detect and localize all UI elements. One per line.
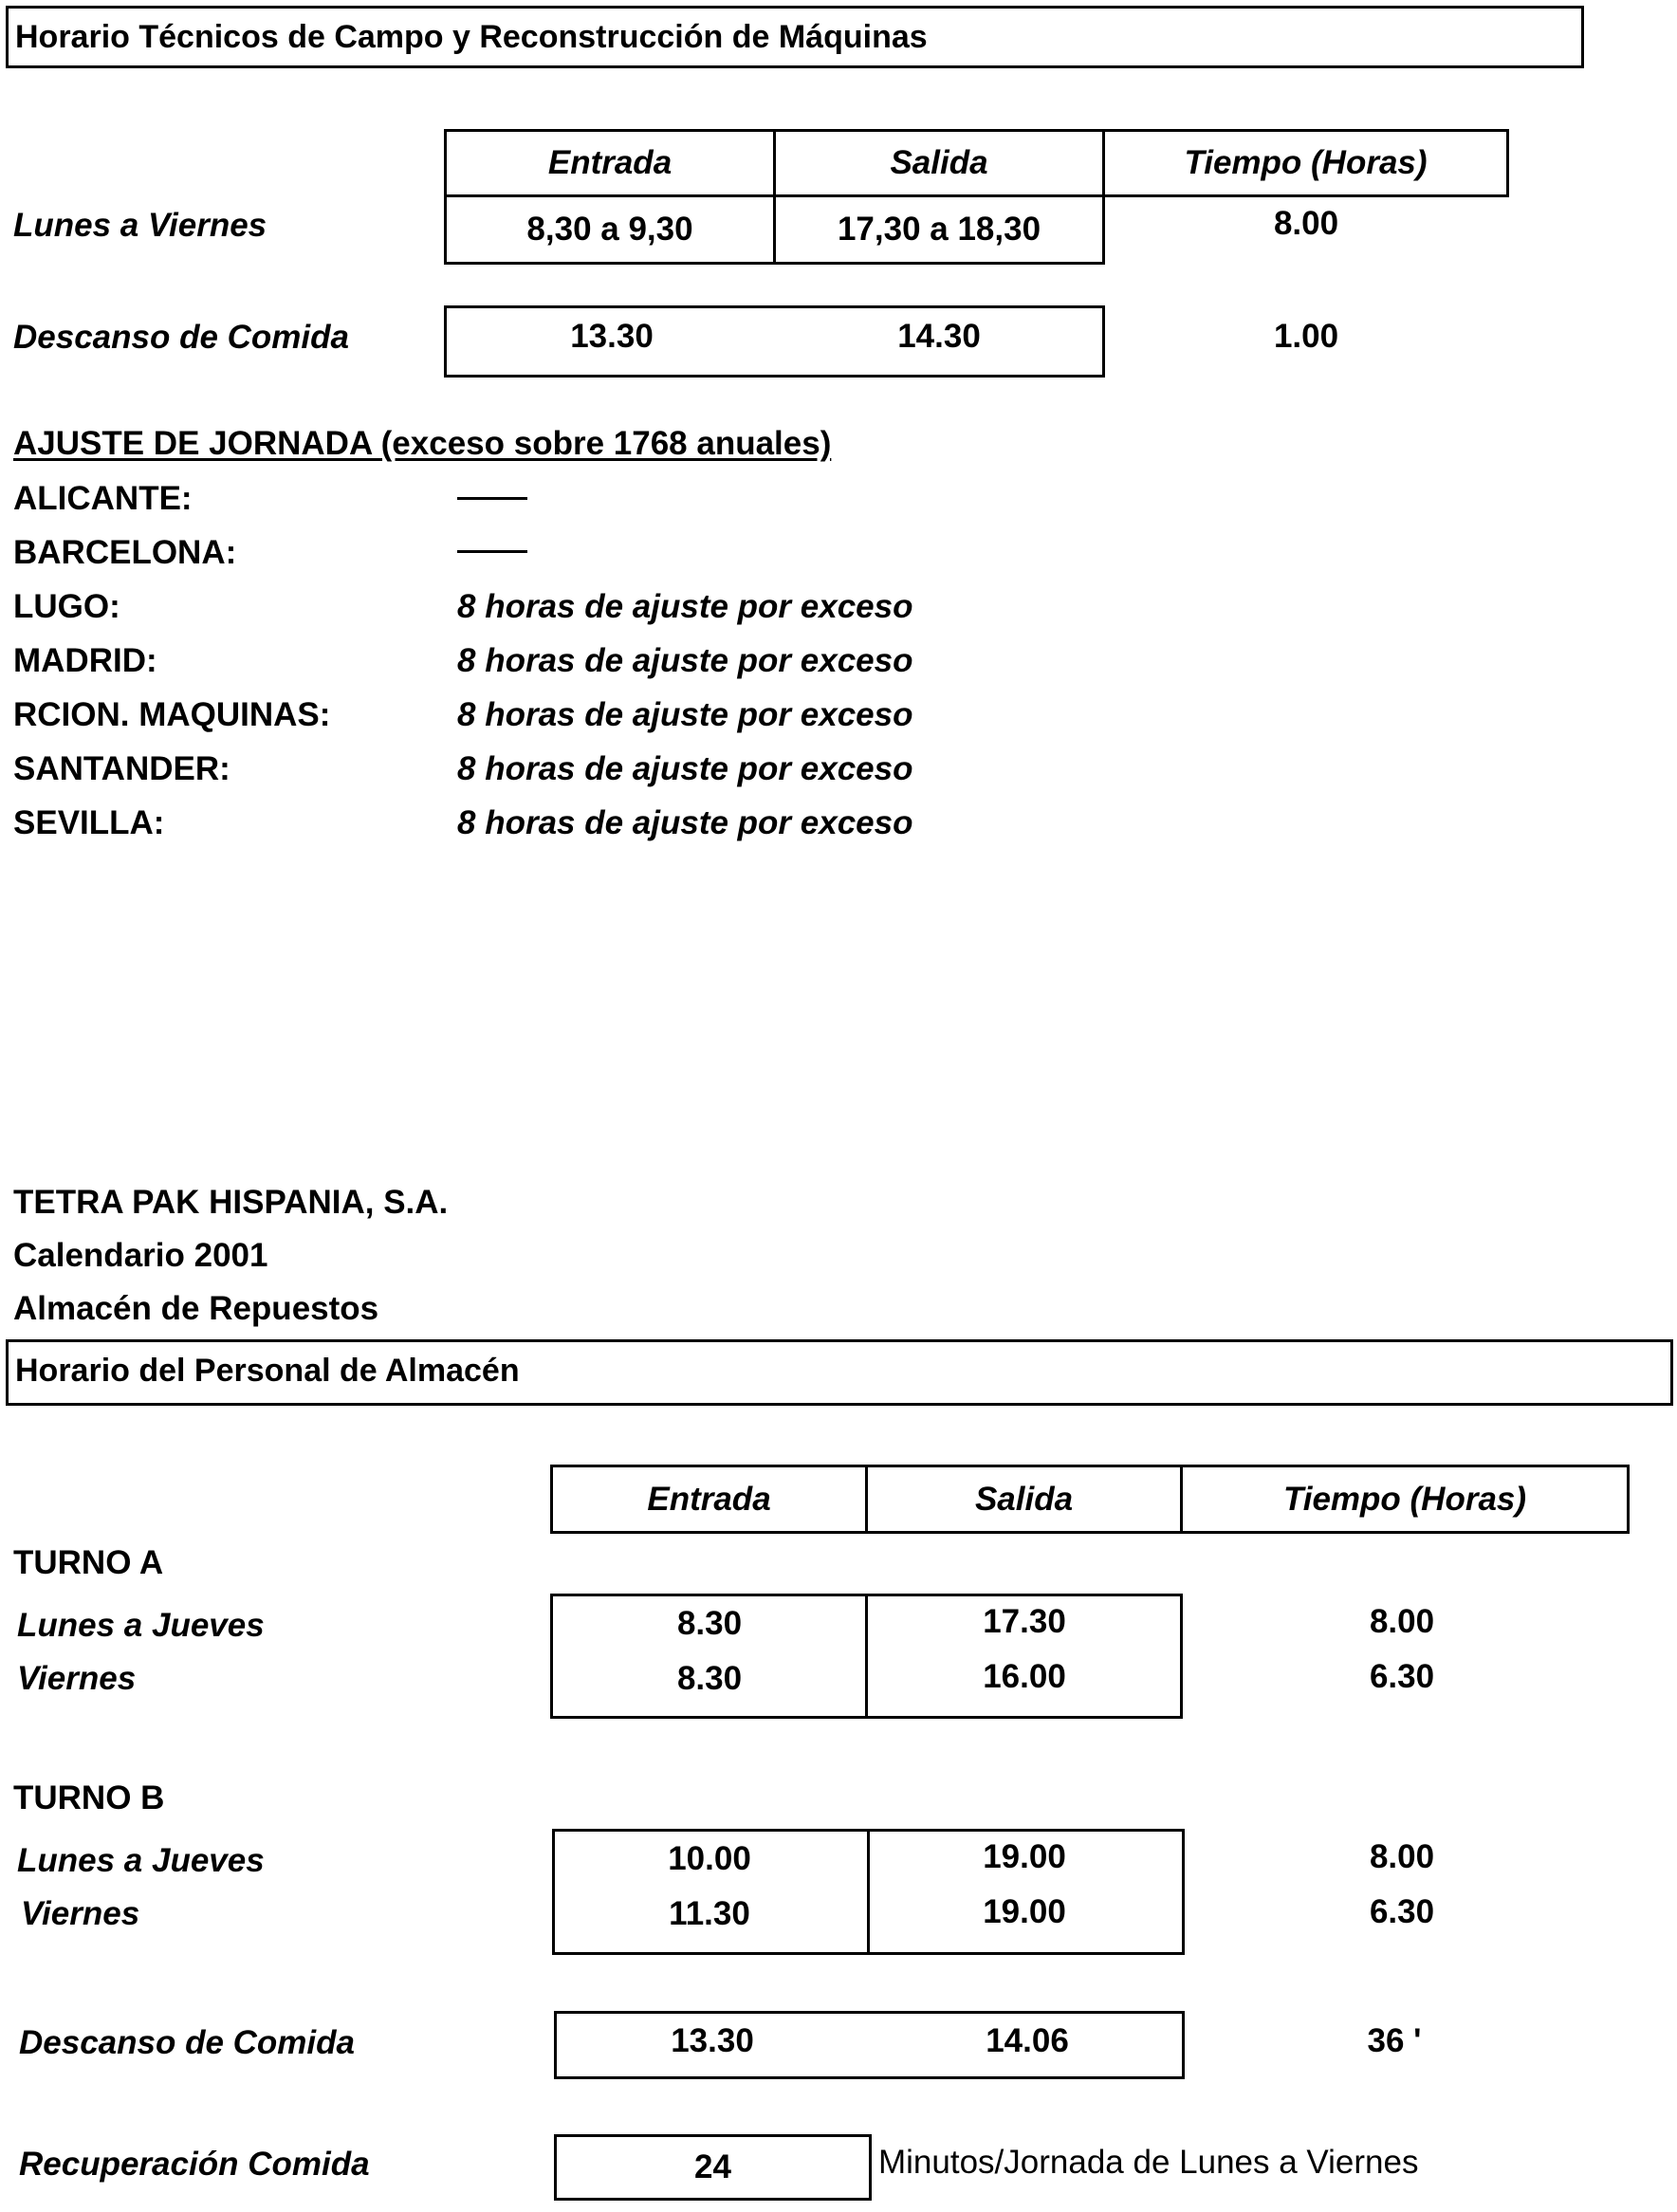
turno-b-label: TURNO B [13,1779,165,1816]
ajuste-city: LUGO: [13,588,120,625]
weekday-entrada: 8,30 a 9,30 [444,194,776,265]
lunch-entrada: 13.30 [570,318,654,355]
turno-b-entrada: 10.00 [668,1840,751,1877]
section1-title: Horario Técnicos de Campo y Reconstrucción de Máquinas [15,19,928,55]
turno-b-salida: 19.00 [983,1893,1066,1930]
ajuste-value: 8 horas de ajuste por exceso [457,696,913,733]
ajuste-city: SANTANDER: [13,750,230,787]
turno-b-day: Viernes [21,1895,140,1932]
turno-a-label: TURNO A [13,1544,164,1581]
company-name: TETRA PAK HISPANIA, S.A. [13,1184,449,1221]
turno-a-day: Viernes [17,1660,137,1697]
section2-title: Horario del Personal de Almacén [15,1353,520,1389]
lunch2-label: Descanso de Comida [19,2024,355,2061]
turno-a-day: Lunes a Jueves [17,1607,265,1644]
lunch-salida: 14.30 [897,318,981,355]
header-entrada: Entrada [444,129,776,197]
turno-a-salida: 17.30 [983,1603,1066,1640]
turno-a-entrada: 8.30 [676,1660,743,1697]
header-salida: Salida [773,129,1105,197]
header-salida: Salida [865,1465,1183,1534]
turno-b-tiempo: 6.30 [1369,1893,1435,1930]
ajuste-dash [457,550,527,553]
turno-b-day: Lunes a Jueves [17,1842,265,1879]
ajuste-city: ALICANTE: [13,480,193,517]
header-entrada: Entrada [550,1465,868,1534]
header-tiempo: Tiempo (Horas) [1102,129,1509,197]
header-tiempo: Tiempo (Horas) [1180,1465,1630,1534]
ajuste-value: 8 horas de ajuste por exceso [457,642,913,679]
ajuste-title: AJUSTE DE JORNADA (exceso sobre 1768 anuales) [13,425,832,462]
weekday-label: Lunes a Viernes [13,207,267,244]
lunch2-entrada: 13.30 [671,2022,754,2059]
ajuste-dash [457,497,527,500]
lunch2-tiempo: 36 ' [1367,2022,1422,2059]
turno-b-salida: 19.00 [983,1838,1066,1875]
turno-a-tiempo: 6.30 [1369,1658,1435,1695]
recuperacion-note: Minutos/Jornada de Lunes a Viernes [878,2144,1419,2181]
weekday-salida: 17,30 a 18,30 [773,194,1105,265]
department-name: Almacén de Repuestos [13,1290,379,1327]
lunch-tiempo: 1.00 [1273,318,1339,355]
turno-b-tiempo: 8.00 [1369,1838,1435,1875]
turno-a-entrada: 8.30 [676,1605,743,1642]
recuperacion-value: 24 [554,2134,872,2201]
ajuste-value: 8 horas de ajuste por exceso [457,588,913,625]
ajuste-city: BARCELONA: [13,534,237,571]
ajuste-value: 8 horas de ajuste por exceso [457,804,913,841]
turno-b-entrada: 11.30 [669,1895,750,1932]
ajuste-city: RCION. MAQUINAS: [13,696,331,733]
turno-a-tiempo: 8.00 [1369,1603,1435,1640]
turno-a-salida: 16.00 [983,1658,1066,1695]
ajuste-city: MADRID: [13,642,157,679]
lunch-label: Descanso de Comida [13,319,349,356]
weekday-tiempo: 8.00 [1273,205,1339,242]
lunch2-salida: 14.06 [986,2022,1069,2059]
ajuste-city: SEVILLA: [13,804,165,841]
calendar-title: Calendario 2001 [13,1237,268,1274]
ajuste-value: 8 horas de ajuste por exceso [457,750,913,787]
recuperacion-label: Recuperación Comida [19,2146,370,2183]
